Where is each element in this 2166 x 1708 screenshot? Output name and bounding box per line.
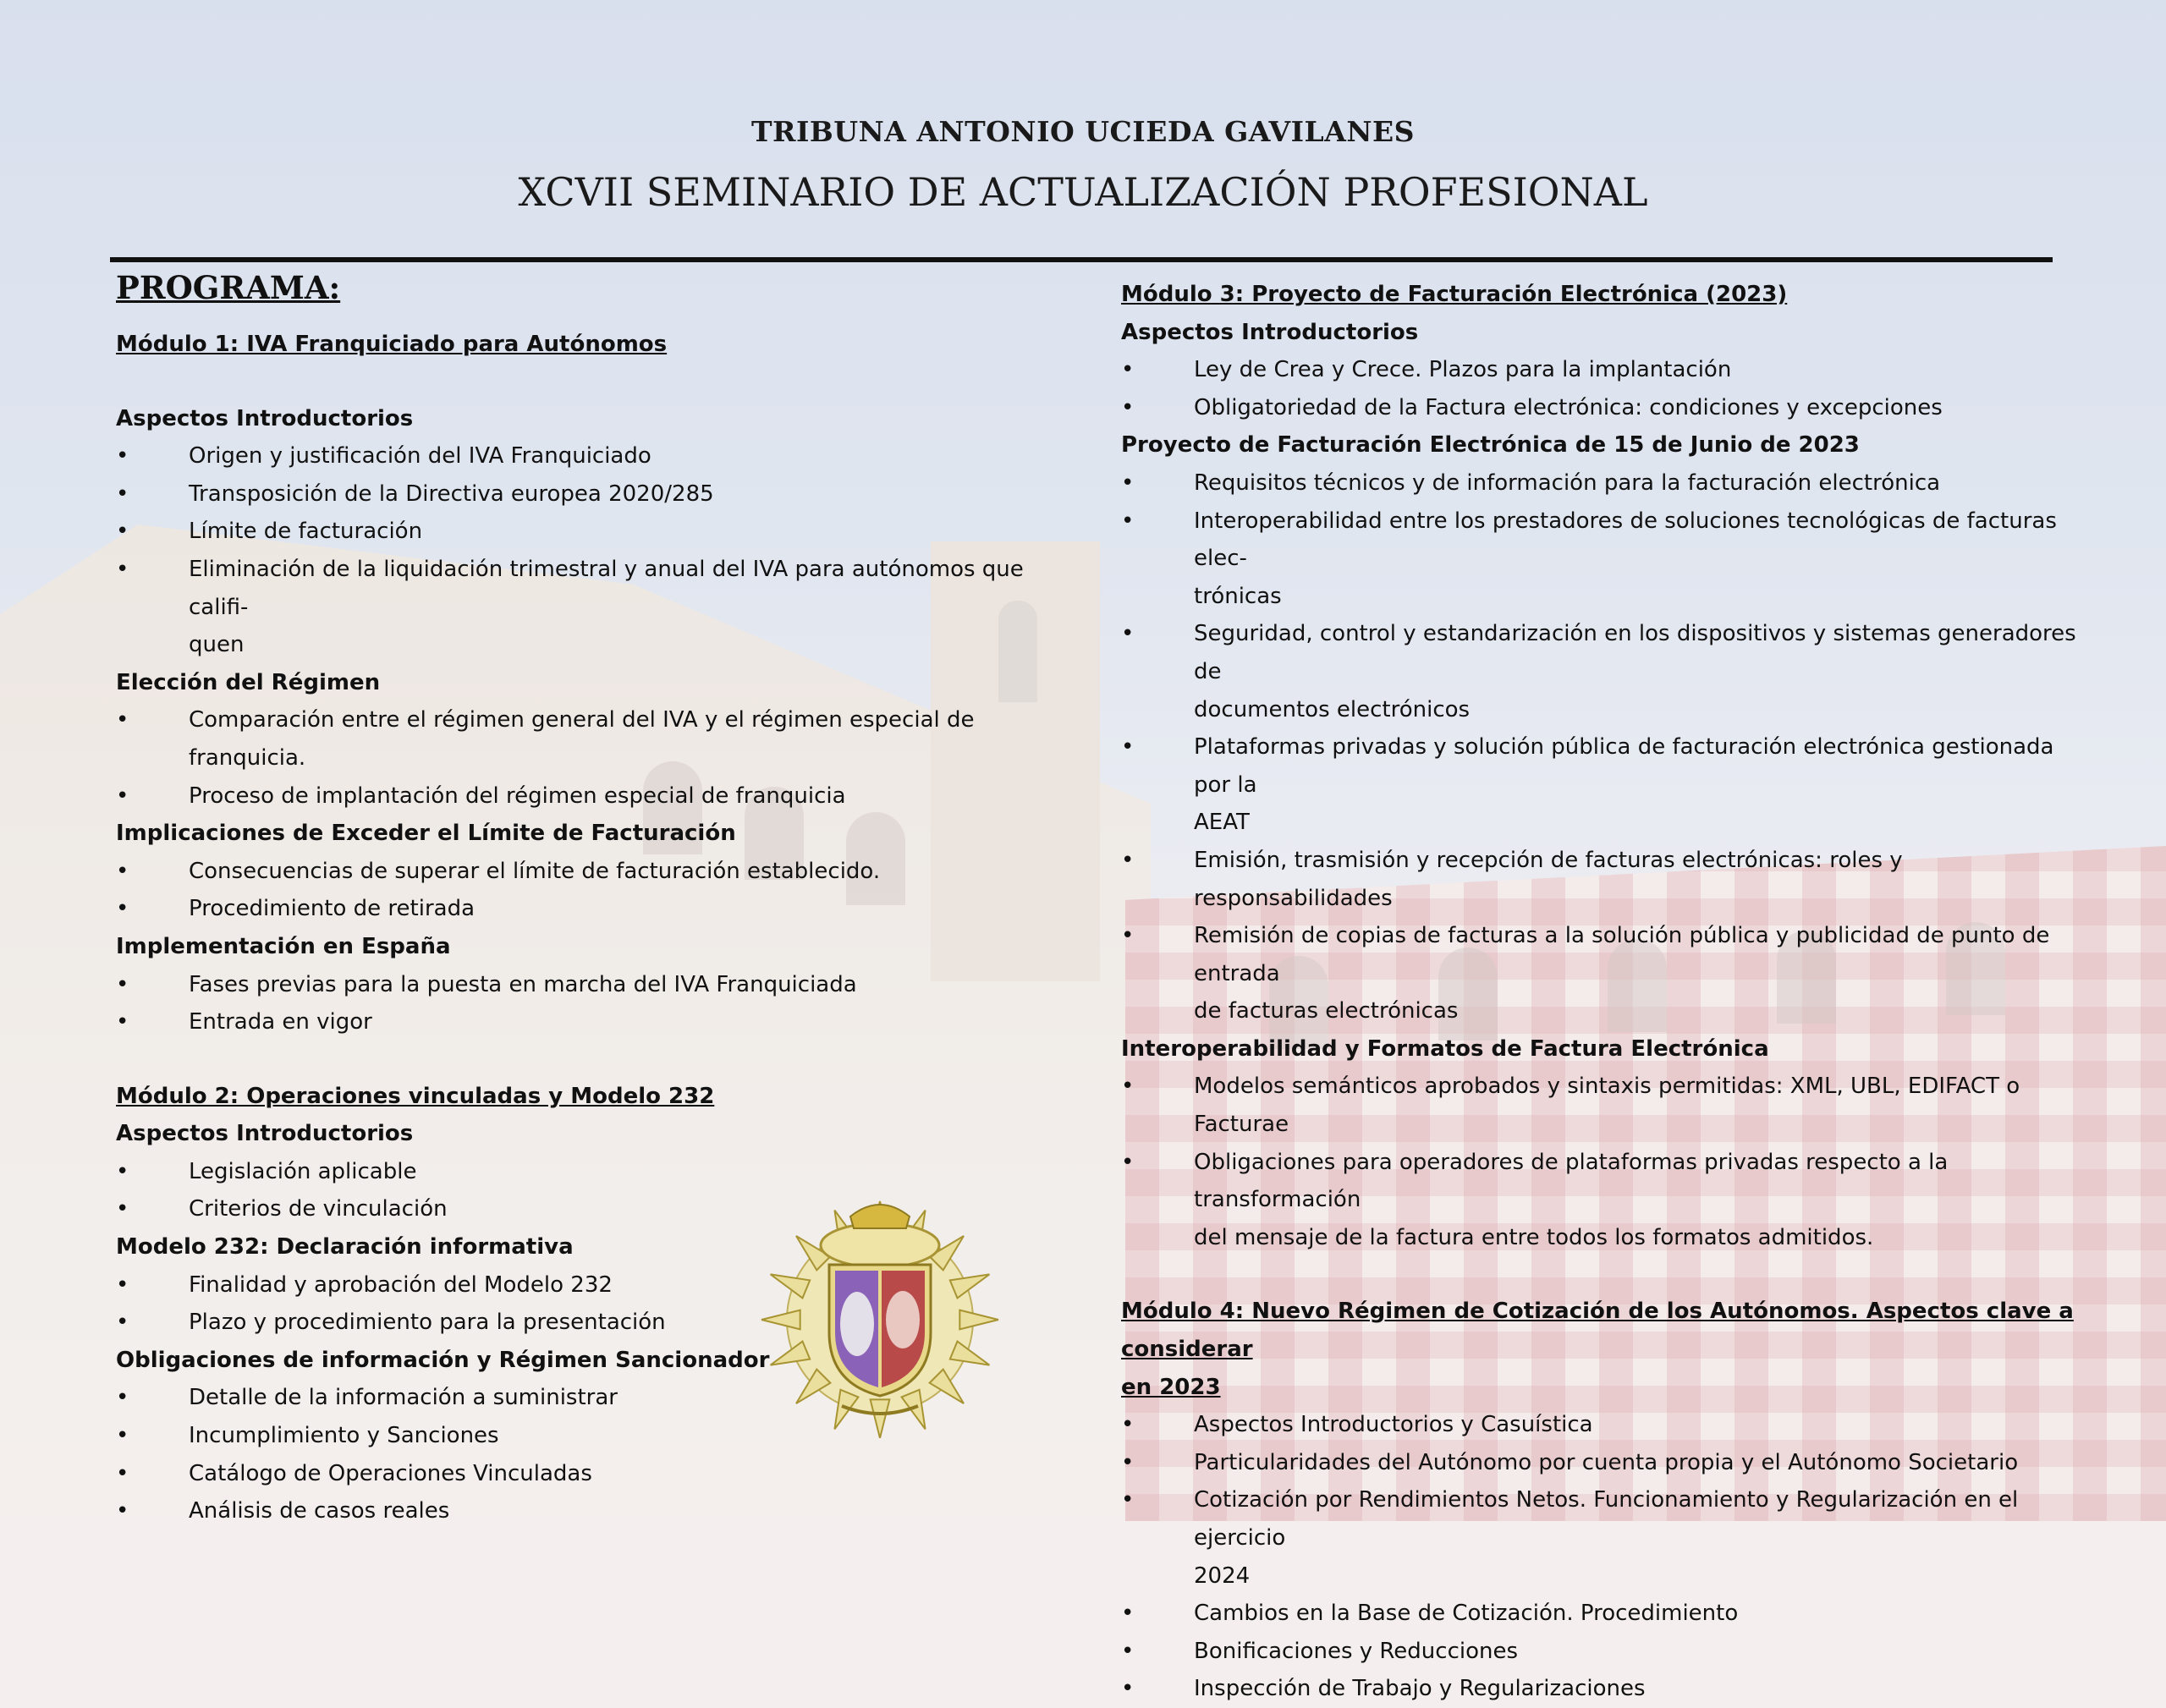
list-item-text: Transposición de la Directiva europea 2020/285 [189, 481, 714, 507]
list-item-text: Catálogo de Operaciones Vinculadas [189, 1460, 592, 1486]
modulo-4-title: Módulo 4: Nuevo Régimen de Cotización de los Autónomos. Aspectos clave a considerar en 2023 [1121, 1299, 2074, 1400]
bullet-icon: • [116, 1423, 129, 1449]
list-item-text: Plataformas privadas y solución pública de facturación electrónica gestionada por la AEAT [1194, 734, 2054, 836]
list-item-text: Incumplimiento y Sanciones [189, 1423, 499, 1449]
list-item-text: Comparación entre el régimen general del IVA y el régimen especial de franquicia. [189, 707, 975, 771]
bullet-icon: • [116, 707, 129, 733]
list-item-text: Proceso de implantación del régimen especial de franquicia [189, 783, 846, 809]
section-heading: Modelo 232: Declaración informativa [116, 1234, 574, 1260]
modulo-4-list [1121, 1406, 2094, 1708]
list-item-text: Cambios en la Base de Cotización. Procedimiento [1194, 1601, 1739, 1627]
list-item-text: Legislación aplicable [189, 1158, 417, 1184]
shield-figure-right [886, 1291, 920, 1348]
bullet-icon: • [116, 858, 129, 884]
list-item-text: Ley de Crea y Crece. Plazos para la implantación [1194, 357, 1732, 383]
bullet-list [116, 966, 1072, 1041]
bullet-icon: • [116, 1271, 129, 1298]
bullet-icon: • [116, 519, 129, 545]
bullet-list [116, 437, 1072, 664]
section-heading: Implicaciones de Exceder el Límite de Facturación [116, 821, 736, 847]
section-heading: Aspectos Introductorios [116, 405, 414, 431]
section-heading: Implementación en España [116, 933, 451, 959]
bullet-icon: • [1121, 1487, 1135, 1513]
bullet-icon: • [116, 556, 129, 582]
list-item [1121, 842, 2094, 917]
section-heading: Interoperabilidad y Formatos de Factura Electrónica [1121, 1035, 1769, 1062]
list-item [1121, 1670, 2094, 1708]
list-item [1121, 1633, 2094, 1671]
list-item-text: Requisitos técnicos y de información para la facturación electrónica [1194, 470, 1941, 496]
bullet-icon: • [116, 1498, 129, 1524]
list-item-text: Obligatoriedad de la Factura electrónica: condiciones y excepciones [1194, 394, 1943, 420]
list-item-text: Finalidad y aprobación del Modelo 232 [189, 1271, 613, 1298]
list-item [116, 1492, 1072, 1530]
bullet-icon: • [116, 481, 129, 507]
list-item-text: Criterios de vinculación [189, 1196, 448, 1222]
list-item-text: Bonificaciones y Reducciones [1194, 1638, 1519, 1664]
bullet-icon: • [116, 783, 129, 809]
bullet-icon: • [1121, 508, 1135, 534]
list-item [1121, 351, 2094, 389]
bullet-icon: • [116, 1310, 129, 1336]
spacer [116, 364, 1072, 400]
bullet-icon: • [1121, 621, 1135, 647]
seal-banner [821, 1223, 939, 1267]
list-item [1121, 728, 2094, 842]
list-item-text: Plazo y procedimiento para la presentación [189, 1310, 666, 1336]
list-item-text: Procedimiento de retirada [189, 896, 476, 922]
list-item-text: Interoperabilidad entre los prestadores de soluciones tecnológicas de facturas elec- trónicas [1194, 508, 2057, 609]
bullet-icon: • [1121, 394, 1135, 420]
bullet-icon: • [1121, 1449, 1135, 1475]
list-item [1121, 1481, 2094, 1595]
list-item [1121, 464, 2094, 503]
seal-ray [871, 1399, 890, 1438]
bullet-icon: • [116, 1158, 129, 1184]
list-item-text: Particularidades del Autónomo por cuenta propia y el Autónomo Societario [1194, 1449, 2019, 1475]
list-item [116, 513, 1072, 551]
list-item-text: Modelos semánticos aprobados y sintaxis permitidas: XML, UBL, EDIFACT o Facturae [1194, 1074, 2020, 1138]
list-item [116, 1455, 1072, 1493]
spacer [116, 1041, 1072, 1078]
crown-icon [850, 1205, 910, 1228]
modulo-2-title: Módulo 2: Operaciones vinculadas y Modelo 232 [116, 1083, 715, 1109]
list-item-text: Cotización por Rendimientos Netos. Funcionamiento y Regularización en el ejercicio 2024 [1194, 1487, 2019, 1589]
list-item [1121, 1068, 2094, 1143]
shield-figure-left [840, 1292, 874, 1356]
bullet-icon: • [1121, 1149, 1135, 1175]
header-divider [110, 257, 2053, 262]
list-item-text: Límite de facturación [189, 519, 423, 545]
list-item [116, 437, 1072, 475]
section-heading: Proyecto de Facturación Electrónica de 15 de Junio de 2023 [1121, 432, 1860, 459]
list-item-text: Seguridad, control y estandarización en los dispositivos y sistemas generadores de documentos electrónicos [1194, 621, 2076, 722]
list-item-text: Origen y justificación del IVA Franquiciado [189, 443, 651, 470]
header-tribuna: TRIBUNA ANTONIO UCIEDA GAVILANES [751, 115, 1415, 148]
list-item [1121, 917, 2094, 1030]
list-item-text: Fases previas para la puesta en marcha del IVA Franquiciada [189, 971, 857, 997]
bullet-icon: • [116, 971, 129, 997]
list-item [1121, 615, 2094, 728]
spacer [1121, 1256, 2094, 1293]
list-item-text: Inspección de Trabajo y Regularizaciones [1194, 1676, 1646, 1702]
bullet-icon: • [116, 1196, 129, 1222]
bullet-icon: • [1121, 847, 1135, 873]
list-item [116, 475, 1072, 513]
modulo-1-title: Módulo 1: IVA Franquiciado para Autónomos [116, 332, 668, 357]
section-heading: Elección del Régimen [116, 669, 381, 695]
list-item-text: Remisión de copias de facturas a la solución pública y publicidad de punto de entrada de facturas electrónicas [1194, 923, 2050, 1024]
right-column [1121, 276, 2094, 1708]
list-item [1121, 1444, 2094, 1482]
modulo-3-sections [1121, 314, 2094, 1257]
bullet-icon: • [1121, 734, 1135, 761]
bullet-icon: • [1121, 923, 1135, 949]
bullet-icon: • [116, 1009, 129, 1035]
bullet-icon: • [116, 1385, 129, 1411]
list-item-text: Emisión, trasmisión y recepción de facturas electrónicas: roles y responsabilidades [1194, 847, 1903, 911]
list-item [116, 701, 1072, 777]
list-item [1121, 1406, 2094, 1444]
bullet-icon: • [1121, 1601, 1135, 1627]
section-heading: Obligaciones de información y Régimen Sancionador [116, 1347, 770, 1373]
bullet-icon: • [1121, 1676, 1135, 1702]
bullet-icon: • [1121, 470, 1135, 496]
list-item [1121, 1144, 2094, 1257]
list-item-text: Análisis de casos reales [189, 1498, 450, 1524]
bullet-icon: • [116, 1460, 129, 1486]
list-item-text: Consecuencias de superar el límite de facturación establecido. [189, 858, 881, 884]
seal-ray [959, 1310, 998, 1330]
association-seal-emblem [757, 1184, 1003, 1438]
bullet-list [1121, 351, 2094, 426]
bullet-list [1121, 464, 2094, 1030]
bullet-icon: • [116, 443, 129, 470]
list-item [116, 966, 1072, 1004]
list-item [1121, 1595, 2094, 1633]
bullet-icon: • [1121, 1412, 1135, 1438]
list-item-text: Obligaciones para operadores de plataformas privadas respecto a la transformación del mensaje de la factura entre todos los formatos admitidos. [1194, 1149, 1949, 1250]
list-item [116, 551, 1072, 664]
list-item-text: Entrada en vigor [189, 1009, 372, 1035]
bullet-icon: • [1121, 1074, 1135, 1100]
bullet-list [116, 701, 1072, 815]
list-item-text: Aspectos Introductorios y Casuística [1194, 1412, 1593, 1438]
list-item [116, 853, 1072, 891]
section-heading: Aspectos Introductorios [116, 1121, 414, 1147]
list-item [116, 777, 1072, 816]
modulo-1-sections [116, 400, 1072, 1041]
list-item [1121, 503, 2094, 616]
modulo-3-title: Módulo 3: Proyecto de Facturación Electrónica (2023) [1121, 282, 1788, 307]
programa-heading: PROGRAMA: [116, 269, 341, 306]
list-item-text: Eliminación de la liquidación trimestral y anual del IVA para autónomos que califi- quen [189, 556, 1024, 658]
bullet-list [116, 853, 1072, 928]
list-item-text: Detalle de la información a suministrar [189, 1385, 618, 1411]
bullet-icon: • [1121, 357, 1135, 383]
section-heading: Aspectos Introductorios [1121, 319, 1419, 345]
bullet-list [1121, 1068, 2094, 1256]
bullet-icon: • [1121, 1638, 1135, 1664]
list-item [116, 1003, 1072, 1041]
seal-ray [761, 1310, 800, 1330]
list-item [1121, 389, 2094, 427]
bullet-icon: • [116, 896, 129, 922]
header-seminario: XCVII SEMINARIO DE ACTUALIZACIÓN PROFESIONAL [518, 169, 1648, 215]
list-item [116, 890, 1072, 928]
